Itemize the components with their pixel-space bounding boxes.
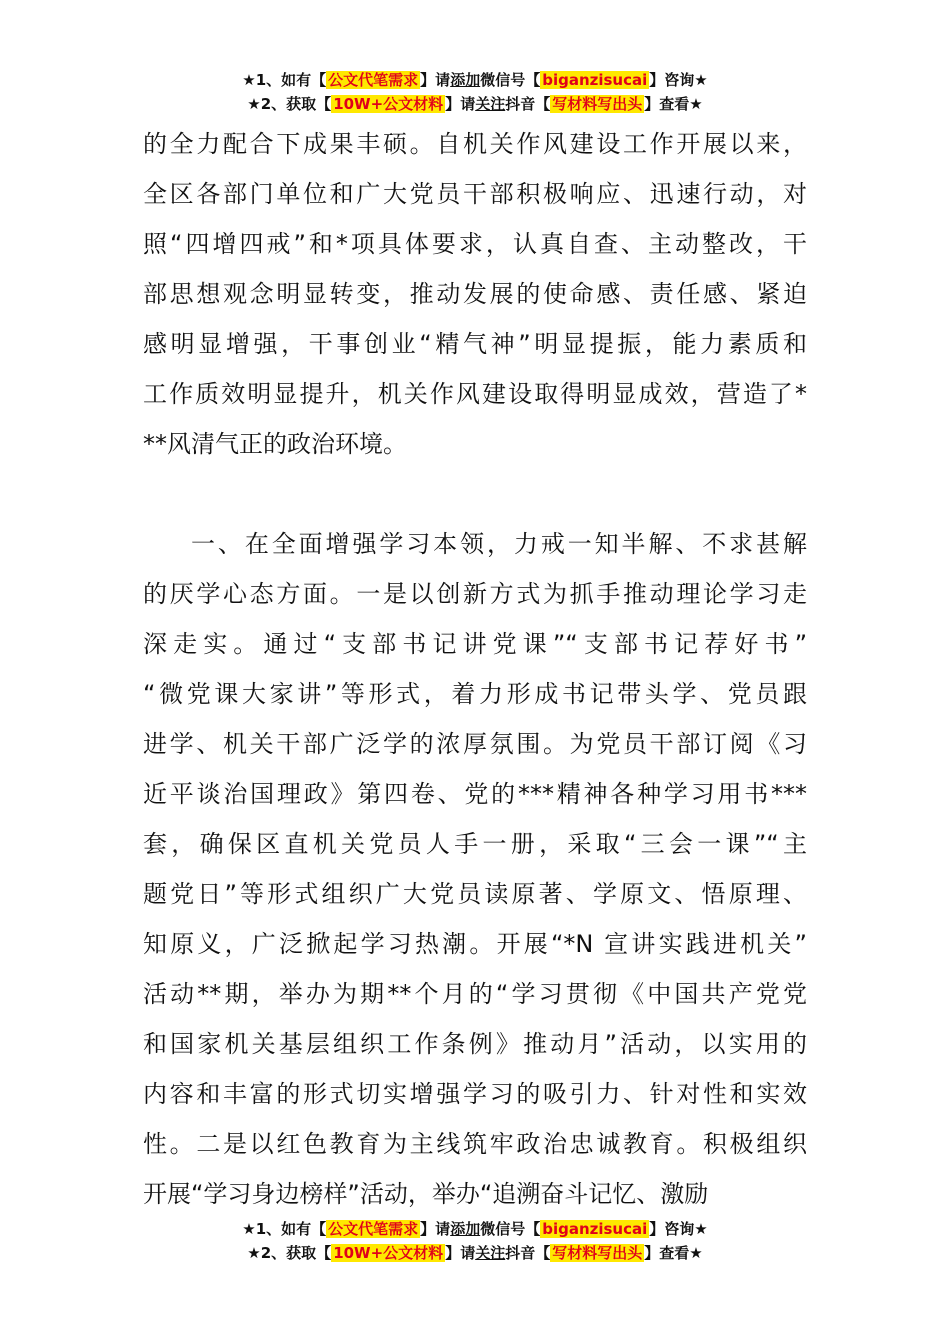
text-line: 题党日”等形式组织广大党员读原著、学原文、悟原理、 bbox=[143, 880, 807, 908]
promo-emphasis: 关注 bbox=[475, 95, 506, 113]
text-line: 知原义，广泛掀起学习热潮。开展“*N 宣讲实践进机关” bbox=[143, 930, 807, 958]
text-line: 内容和丰富的形式切实增强学习的吸引力、针对性和实效 bbox=[143, 1080, 807, 1108]
promo-text: 】查看★ bbox=[644, 1244, 703, 1262]
text-line: 性。二是以红色教育为主线筑牢政治忠诚教育。积极组织 bbox=[143, 1130, 807, 1158]
promo-text: 微信号【 bbox=[480, 71, 541, 89]
promo-line-2 bbox=[0, 1241, 950, 1265]
promo-text: 】请 bbox=[445, 95, 476, 113]
text-line: “微党课大家讲”等形式，着力形成书记带头学、党员跟 bbox=[143, 680, 807, 708]
promo-text: ★1、如有【 bbox=[242, 71, 327, 89]
text-line: 深走实。通过“支部书记讲党课”“支部书记荐好书” bbox=[143, 630, 807, 658]
text-line: 照“四增四戒”和*项具体要求，认真自查、主动整改，干 bbox=[143, 230, 807, 258]
promo-text: 】咨询★ bbox=[649, 71, 708, 89]
promo-highlight: 公文代笔需求 bbox=[328, 1220, 419, 1238]
promo-highlight: 10W+公文材料 bbox=[333, 1244, 444, 1262]
text-line: 进学、机关干部广泛学的浓厚氛围。为党员干部订阅《习 bbox=[143, 730, 807, 758]
text-line: 全区各部门单位和广大党员干部积极响应、迅速行动，对 bbox=[143, 180, 807, 208]
promo-text: 抖音【 bbox=[505, 1244, 551, 1262]
text-line: 一、在全面增强学习本领，力戒一知半解、不求甚解 bbox=[191, 530, 807, 558]
bottom-promo-banner bbox=[0, 1217, 950, 1265]
promo-highlight: 写材料写出头 bbox=[552, 95, 643, 113]
document-body bbox=[143, 119, 807, 1219]
text-line: 近平谈治国理政》第四卷、党的***精神各种学习用书*** bbox=[143, 780, 807, 808]
paragraph-2 bbox=[143, 519, 807, 1219]
top-promo-banner bbox=[0, 68, 950, 116]
text-line: **风清气正的政治环境。 bbox=[143, 430, 407, 458]
promo-emphasis: 添加 bbox=[450, 1220, 481, 1238]
text-line: 活动**期，举办为期**个月的“学习贯彻《中国共产党党 bbox=[143, 980, 807, 1008]
text-line: 套，确保区直机关党员人手一册，采取“三会一课”“主 bbox=[143, 830, 807, 858]
promo-highlight: 10W+公文材料 bbox=[333, 95, 444, 113]
promo-line-1 bbox=[0, 1217, 950, 1241]
promo-text: 微信号【 bbox=[480, 1220, 541, 1238]
promo-text: 抖音【 bbox=[505, 95, 551, 113]
text-line: 感明显增强，干事创业“精气神”明显提振，能力素质和 bbox=[143, 330, 807, 358]
text-line: 开展“学习身边榜样”活动，举办“追溯奋斗记忆、激励 bbox=[143, 1180, 709, 1208]
paragraph-gap bbox=[143, 469, 807, 519]
promo-emphasis: 关注 bbox=[475, 1244, 506, 1262]
promo-text: 】请 bbox=[420, 1220, 451, 1238]
promo-text: 】咨询★ bbox=[649, 1220, 708, 1238]
text-line: 部思想观念明显转变，推动发展的使命感、责任感、紧迫 bbox=[143, 280, 807, 308]
text-line: 工作质效明显提升，机关作风建设取得明显成效，营造了* bbox=[143, 380, 807, 408]
promo-text: ★2、获取【 bbox=[247, 1244, 332, 1262]
text-line: 的厌学心态方面。一是以创新方式为抓手推动理论学习走 bbox=[143, 580, 807, 608]
promo-highlight: 写材料写出头 bbox=[552, 1244, 643, 1262]
promo-highlight: biganzisucai bbox=[542, 71, 648, 89]
promo-emphasis: 添加 bbox=[450, 71, 481, 89]
promo-text: ★1、如有【 bbox=[242, 1220, 327, 1238]
promo-highlight: 公文代笔需求 bbox=[328, 71, 419, 89]
paragraph-1 bbox=[143, 119, 807, 469]
promo-text: 】请 bbox=[420, 71, 451, 89]
text-line: 的全力配合下成果丰硕。自机关作风建设工作开展以来， bbox=[143, 130, 807, 158]
promo-line-2 bbox=[0, 92, 950, 116]
promo-text: 】查看★ bbox=[644, 95, 703, 113]
promo-line-1 bbox=[0, 68, 950, 92]
promo-text: 】请 bbox=[445, 1244, 476, 1262]
text-line: 和国家机关基层组织工作条例》推动月”活动，以实用的 bbox=[143, 1030, 807, 1058]
promo-highlight: biganzisucai bbox=[542, 1220, 648, 1238]
promo-text: ★2、获取【 bbox=[247, 95, 332, 113]
